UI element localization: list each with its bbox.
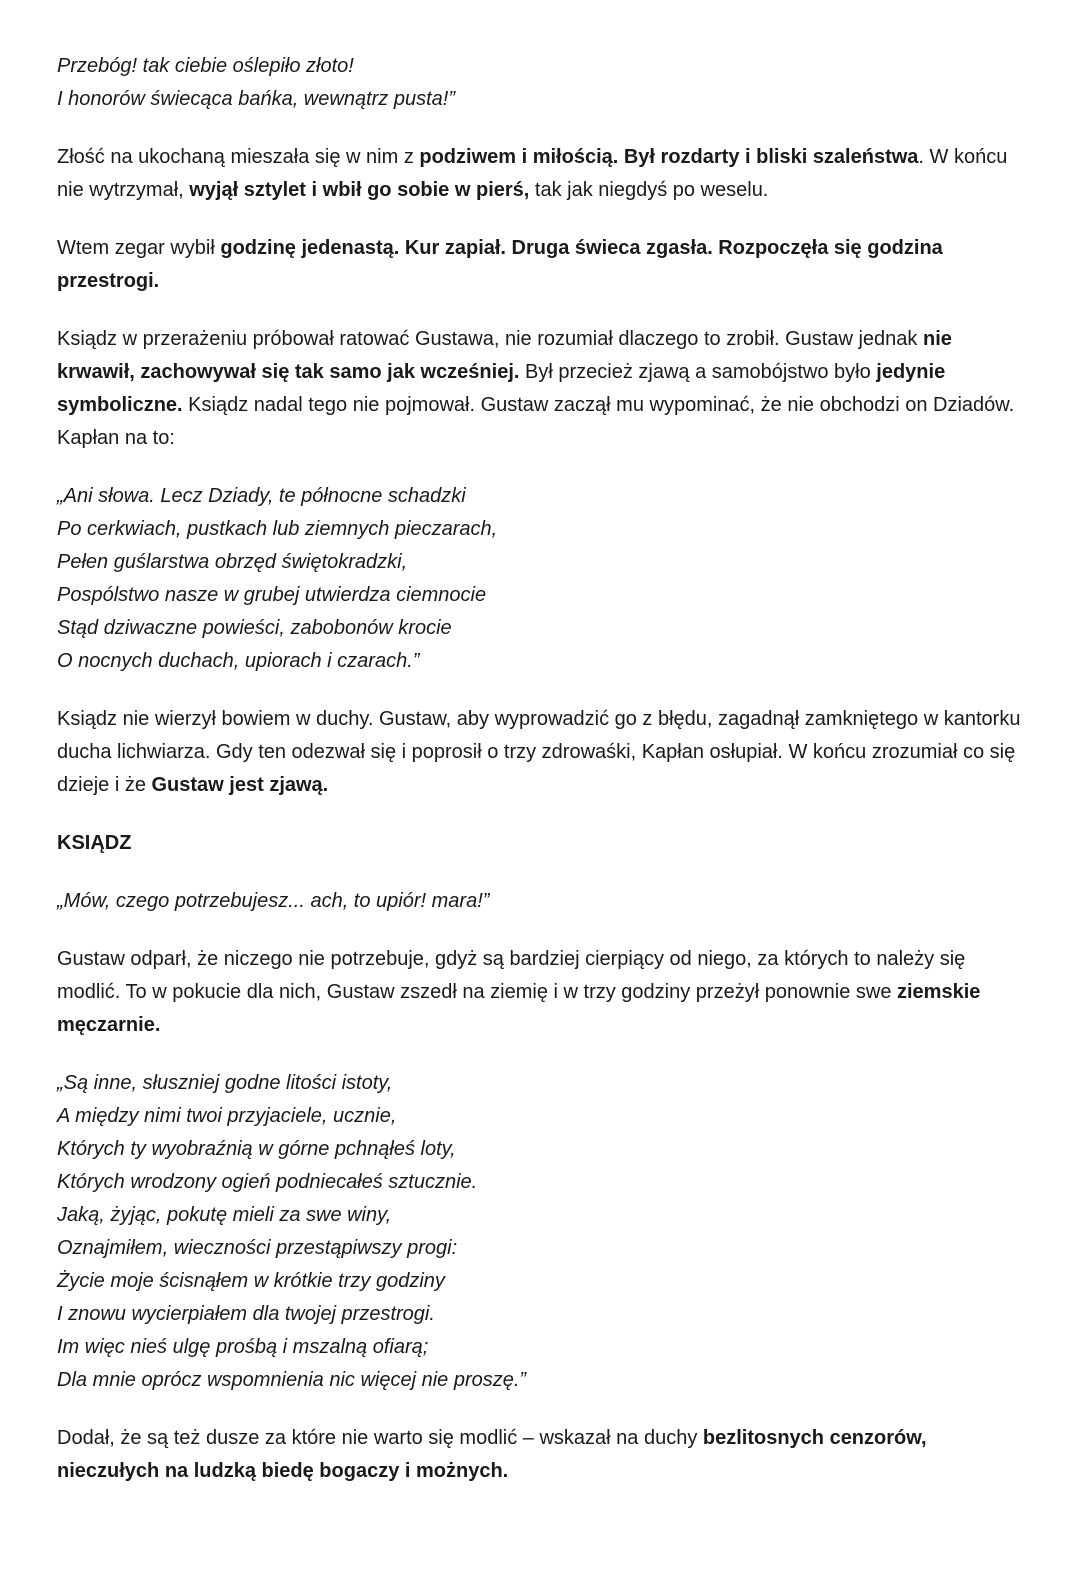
emphasis-text: jedynie symboliczne. [57,361,946,416]
emphasis-text: ziemskie męczarnie. [57,981,981,1036]
emphasis-text: wyjął sztylet i wbił go sobie w pierś, [189,179,530,201]
emphasis-text: nie krwawił, zachowywał się tak samo jak wcześniej. [57,328,952,383]
body-text: Ksiądz w przerażeniu próbował ratować Gustawa, nie rozumiał dlaczego to zrobił. Gustaw jednak [57,328,923,350]
verse-quote: „Mów, czego potrzebujesz... ach, to upiór! mara!” [57,890,490,912]
verse-quote: Przebóg! tak ciebie oślepiło złoto! I honorów świecąca bańka, wewnątrz pusta!” [57,55,455,110]
speaker-heading: KSIĄDZ [57,832,132,854]
body-text: . W końcu nie wytrzymał, [57,146,1008,201]
body-text: Gustaw odparł, że niczego nie potrzebuje, gdyż są bardziej cierpiący od niego, za których to należy się modlić. To w pokucie dla nich, Gustaw zszedł na ziemię i w trzy godziny przeżył ponownie swe [57,948,966,1003]
body-text: Wtem zegar wybił [57,237,221,259]
paragraph [57,141,1022,207]
paragraph [57,943,1022,1042]
verse-quote: „Są inne, słuszniej godne litości istoty, A między nimi twoi przyjaciele, ucznie, Których ty wyobraźnią w górne pchnąłeś loty, Których wrodzony ogień podniecałeś sztucznie. Jaką, żyjąc, pokutę mieli za swe winy, Oznajmiłem, wieczności przestąpiwszy progi: Życie moje ścisnąłem w krótkie trzy godziny I znowu wycierpiałem dla twojej przestrogi. Im więc nieś ulgę prośbą i mszalną ofiarą; Dla mnie oprócz wspomnienia nic więcej nie proszę.” [57,1072,527,1391]
body-text: Dodał, że są też dusze za które nie warto się modlić – wskazał na duchy [57,1427,703,1449]
body-text: Ksiądz nadal tego nie pojmował. Gustaw zaczął mu wypominać, że nie obchodzi on Dziadów. Kapłan na to: [57,394,1015,449]
paragraph [57,703,1022,802]
body-text: Był przecież zjawą a samobójstwo było [519,361,877,383]
verse-quote: „Ani słowa. Lecz Dziady, te północne schadzki Po cerkwiach, pustkach lub ziemnych pieczarach, Pełen guślarstwa obrzęd świętokradzki, Pospólstwo nasze w grubej utwierdza ciemnocie Stąd dziwaczne powieści, zabobonów krocie O nocnych duchach, upiorach i czarach.” [57,485,498,672]
body-text: Ksiądz nie wierzył bowiem w duchy. Gustaw, aby wyprowadzić go z błędu, zagadnął zamkniętego w kantorku ducha lichwiarza. Gdy ten odezwał się i poprosił o trzy zdrowaśki, Kapłan osłupiał. W końcu zrozumiał co się dzieje i że [57,708,1021,796]
emphasis-text: godzinę jedenastą. Kur zapiał. Druga świeca zgasła. Rozpoczęła się godzina przestrogi. [57,237,943,292]
emphasis-text: Gustaw jest zjawą. [151,774,329,796]
body-text: Złość na ukochaną mieszała się w nim z [57,146,420,168]
paragraph [57,232,1022,298]
document-body [57,50,1022,1488]
paragraph [57,1422,1022,1488]
emphasis-text: podziwem i miłością. Był rozdarty i bliski szaleństwa [419,146,919,168]
paragraph [57,323,1022,455]
emphasis-text: bezlitosnych cenzorów, nieczułych na ludzką biedę bogaczy i możnych. [57,1427,927,1482]
body-text: tak jak niegdyś po weselu. [529,179,769,201]
